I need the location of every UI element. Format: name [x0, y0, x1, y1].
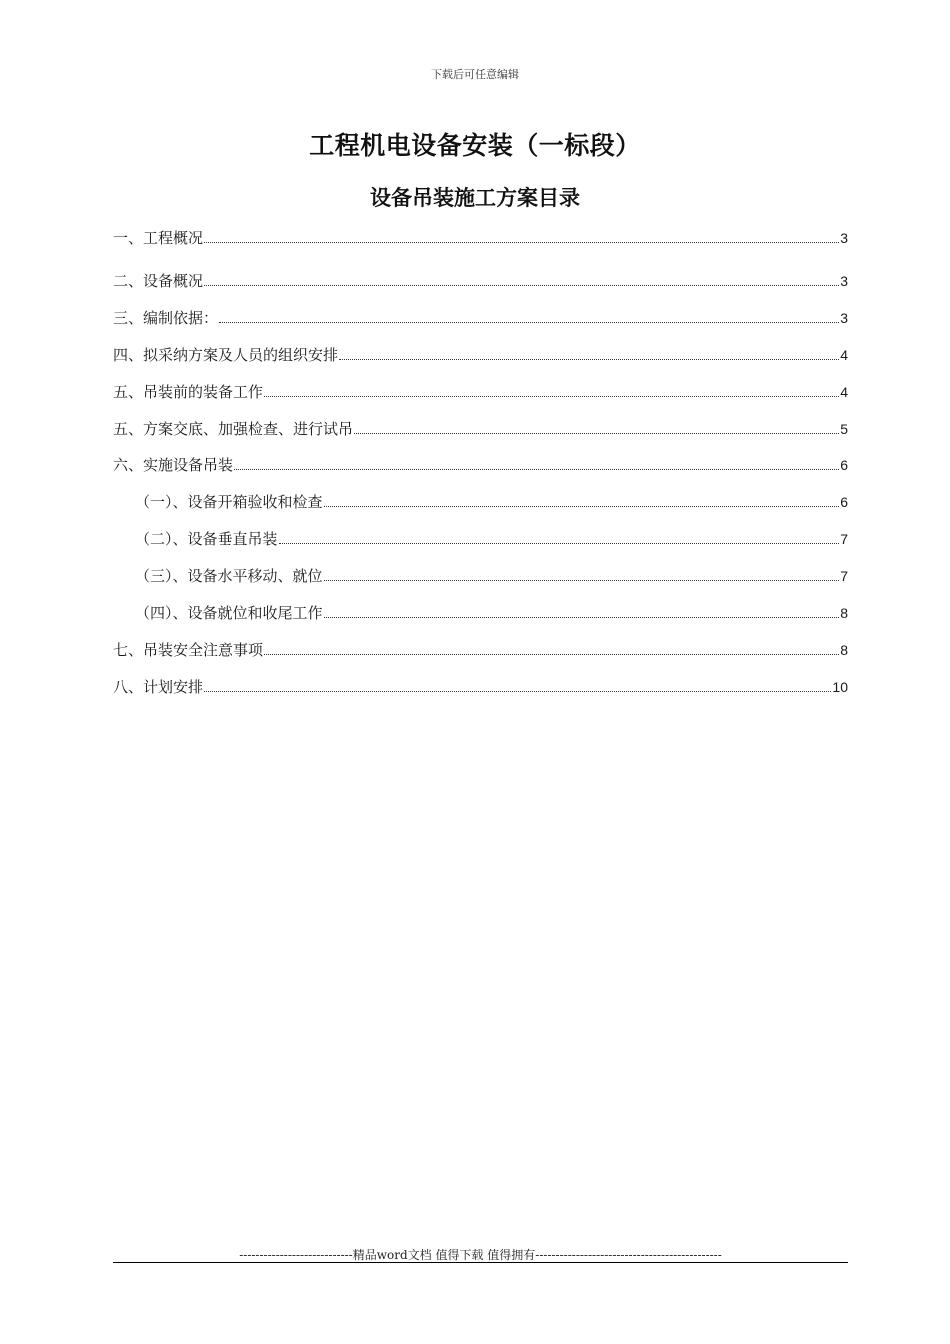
toc-entry-6[interactable]	[113, 417, 848, 439]
toc-entry-11[interactable]	[113, 601, 848, 623]
toc-entry-page: 7	[840, 568, 848, 584]
toc-entry-13[interactable]	[113, 675, 848, 697]
toc-entry-10[interactable]	[113, 564, 848, 586]
toc-entry-5[interactable]	[113, 380, 848, 402]
dot-leader	[324, 579, 840, 581]
toc-entry-8[interactable]	[113, 490, 848, 512]
toc-entry-label: 三、编制依据：	[113, 309, 219, 327]
toc-title: 设备吊装施工方案目录	[370, 185, 580, 210]
toc-entry-label: 四、拟采纳方案及人员的组织安排	[113, 346, 339, 364]
toc-entry-page: 6	[840, 494, 848, 510]
toc-entry-label: （四）、设备就位和收尾工作	[135, 604, 323, 622]
dot-leader	[204, 284, 839, 286]
toc-entry-9[interactable]	[113, 527, 848, 549]
toc-entry-12[interactable]	[113, 638, 848, 660]
toc-entry-page: 3	[840, 230, 848, 246]
toc-entry-label: 八、计划安排	[113, 678, 204, 696]
toc-entry-page: 10	[832, 679, 848, 695]
toc-entry-page: 3	[840, 310, 848, 326]
toc-entry-page: 4	[840, 384, 848, 400]
toc-entry-label: 六、实施设备吊装	[113, 456, 234, 474]
dot-leader	[279, 542, 840, 544]
toc-entry-2[interactable]	[113, 269, 848, 291]
toc-entry-4[interactable]	[113, 343, 848, 365]
dot-leader	[264, 653, 839, 655]
dot-leader	[354, 432, 839, 434]
toc-entry-page: 5	[840, 421, 848, 437]
toc-entry-label: （二）、设备垂直吊装	[135, 530, 278, 548]
toc-entry-label: 二、设备概况	[113, 272, 204, 290]
footer-text: ----------------------------精品word文档 值得下载 值得拥有----------------------------------------------	[239, 1248, 722, 1262]
toc-entry-7[interactable]	[113, 453, 848, 475]
dot-leader	[339, 358, 839, 360]
dot-leader	[264, 395, 839, 397]
toc-entry-1[interactable]	[113, 226, 848, 248]
toc-entry-page: 8	[840, 605, 848, 621]
dot-leader	[324, 616, 840, 618]
toc-entry-page: 4	[840, 347, 848, 363]
toc-entry-label: （三）、设备水平移动、就位	[135, 567, 323, 585]
footer-rule	[113, 1262, 848, 1263]
toc-entry-label: （一）、设备开箱验收和检查	[135, 493, 323, 511]
toc-entry-page: 3	[840, 273, 848, 289]
toc-entry-label: 五、方案交底、加强检查、进行试吊	[113, 420, 354, 438]
toc-entry-page: 7	[840, 531, 848, 547]
toc-entry-label: 五、吊装前的装备工作	[113, 383, 264, 401]
dot-leader	[204, 241, 839, 243]
dot-leader	[324, 505, 840, 507]
header-note: 下载后可任意编辑	[431, 68, 519, 81]
toc-entry-page: 8	[840, 642, 848, 658]
dot-leader	[234, 468, 839, 470]
toc-entry-page: 6	[840, 457, 848, 473]
toc-entry-3[interactable]	[113, 306, 848, 328]
document-title: 工程机电设备安装（一标段）	[309, 131, 641, 160]
dot-leader	[204, 690, 831, 692]
toc-entry-label: 七、吊装安全注意事项	[113, 641, 264, 659]
dot-leader	[219, 321, 839, 323]
toc-entry-label: 一、工程概况	[113, 229, 204, 247]
